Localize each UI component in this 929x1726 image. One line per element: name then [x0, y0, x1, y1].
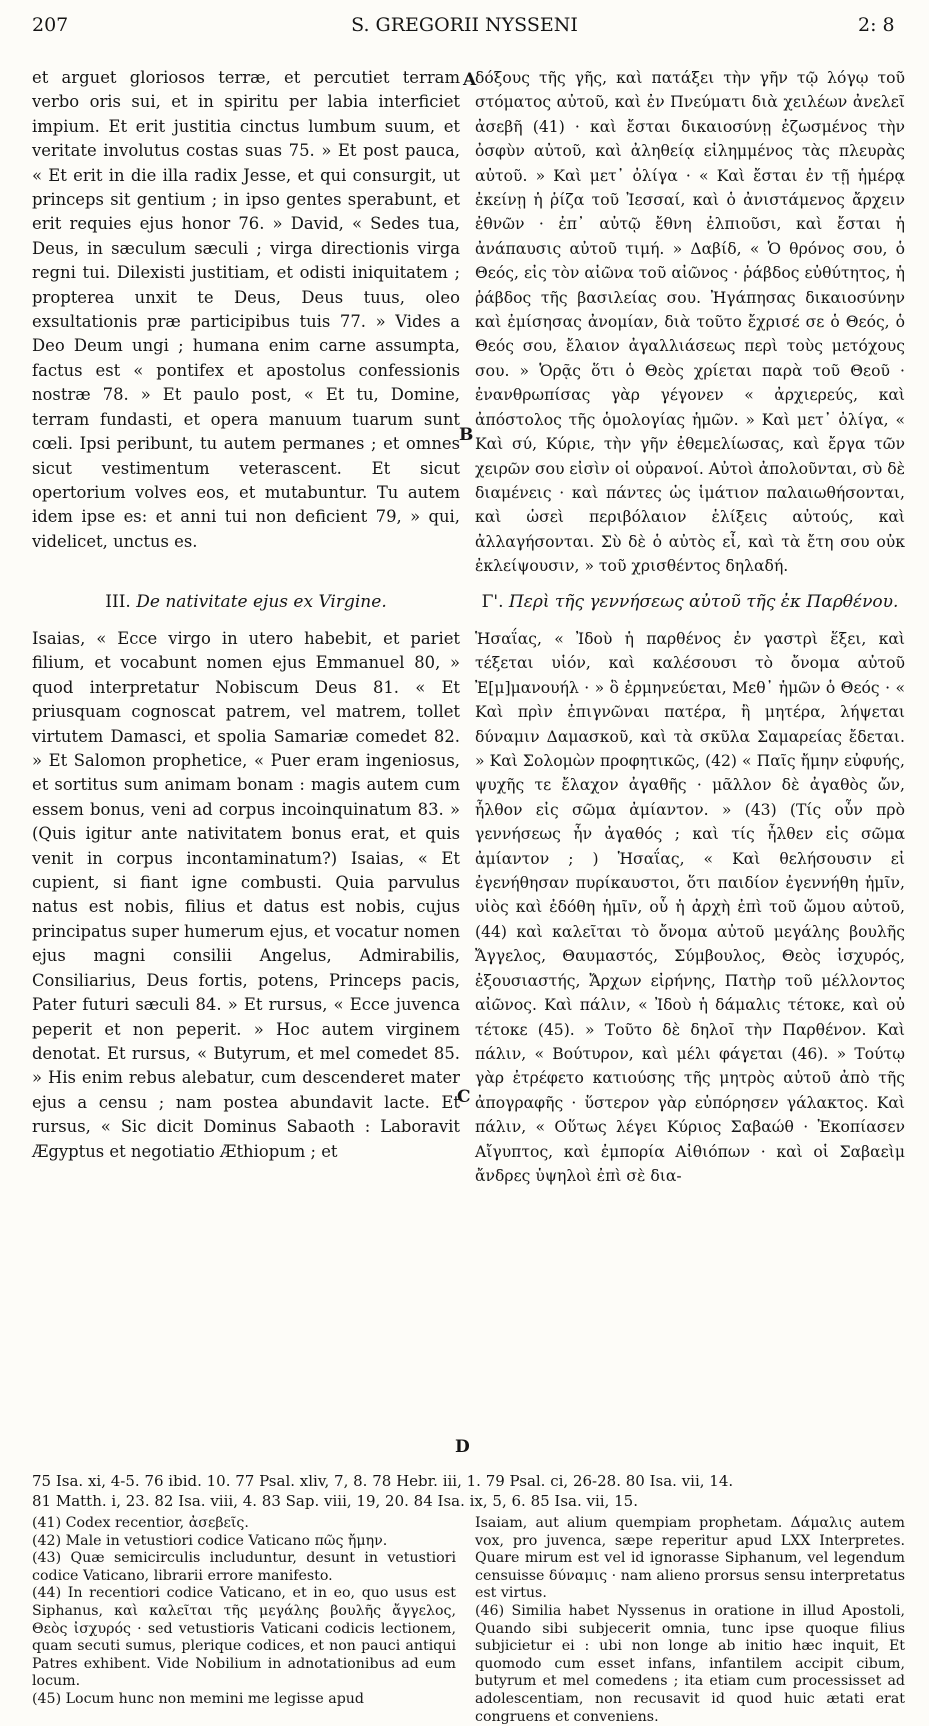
scripture-references — [32, 1471, 912, 1511]
greek-paragraph: δόξους τῆς γῆς, καὶ πατάξει τὴν γῆν τῷ λόγῳ τοῦ στόματος αὐτοῦ, καὶ ἐν Πνεύματι διὰ χειλέων ἀνελεῖ ἀσεβῆ (41) · καὶ ἔσται δικαιοσύνῃ ἐζωσμένος τὴν ὀσφὺν αὐτοῦ, καὶ ἀληθείᾳ εἰλημμένος τὰς πλευρὰς αὐτοῦ. » Καὶ μετ᾽ ὀλίγα · « Καὶ ἔσται ἐν τῇ ἡμέρᾳ ἐκείνῃ ἡ ῥίζα τοῦ Ἰεσσαί, καὶ ὁ ἀνιστάμενος ἄρχειν ἐθνῶν · ἐπ᾽ αὐτῷ ἔθνη ἐλπιοῦσι, καὶ ἔσται ἡ ἀνάπαυσις αὐτοῦ τιμή. » Δαβίδ, « Ὁ θρόνος σου, ὁ Θεός, εἰς τὸν αἰῶνα τοῦ αἰῶνος · ῥάβδος εὐθύτητος, ἡ ῥάβδος τῆς βασιλείας σου. Ἠγάπησας δικαιοσύνην καὶ ἐμίσησας ἀνομίαν, διὰ τοῦτο ἔχρισέ σε ὁ Θεός, ὁ Θεός σου, ἔλαιον ἀγαλλιάσεως περὶ τοὺς μετόχους σου. » Ὁρᾷς ὅτι ὁ Θεὸς χρίεται παρὰ τοῦ Θεοῦ · ἐνανθρωπίσας γὰρ γέγονεν « ἀρχιερεύς, καὶ ἀπόστολος τῆς ὁμολογίας ἡμῶν. » Καὶ μετ᾽ ὀλίγα, « Καὶ σύ, Κύριε, τὴν γῆν ἐθεμελίωσας, καὶ ἔργα τῶν χειρῶν σου εἰσὶν οἱ οὐρανοί. Αὐτοὶ ἀπολοῦνται, σὺ δὲ διαμένεις · καὶ πάντες ὡς ἱμάτιον παλαιωθήσονται, καὶ ὡσεὶ περιβόλαιον ἑλίξεις αὐτούς, καὶ ἀλλαγήσονται. Σὺ δὲ ὁ αὐτὸς εἶ, καὶ τὰ ἔτη σου οὐκ ἐκλείψουσιν, » τοῦ χρισθέντος δηλαδή. — [475, 69, 905, 576]
latin-section-title: De nativitate ejus ex Virgine. — [136, 592, 387, 612]
footnote: (42) Male in vetustiori codice Vaticano πῶς ἤμην. — [32, 1532, 388, 1549]
left-page-number: 207 — [32, 14, 69, 36]
footnote: (46) Similia habet Nyssenus in oratione in illud Apostoli, Quando sibi subjecerit omnia, tunc ipse quoque filius subjicietur ei : ubi non longe ab initio hæc inquit, Et quomodo cum esset infans, infantilem accipit cibum, butyrum et mel comedens ; ita etiam cum processisset ad adolescentiam, non recusavit id quod huic ætati erat congruens et conveniens. — [475, 1602, 905, 1725]
margin-letter-c: C — [457, 1087, 471, 1107]
footnotes-left — [32, 1515, 456, 1709]
margin-letter-d: D — [455, 1437, 470, 1457]
latin-column-top — [32, 66, 460, 551]
greek-column-top — [475, 66, 905, 576]
reference-line: 81 Matth. i, 23. 82 Isa. viii, 4. 83 Sap. viii, 19, 20. 84 Isa. ix, 5, 6. 85 Isa. vii, 15. — [32, 1492, 638, 1510]
latin-column-bottom — [32, 627, 460, 1467]
right-page-number: 2: 8 — [858, 14, 895, 36]
running-title: S. GREGORII NYSSENI — [351, 14, 578, 36]
greek-column-bottom — [475, 627, 905, 1467]
footnote: (41) Codex recentior, ἀσεβεῖς. — [32, 1515, 249, 1531]
margin-letter-b: B — [459, 425, 474, 445]
footnote: (43) Quæ semicirculis includuntur, desunt in vetustiori codice Vaticano, librarii errore manifesto. — [32, 1550, 456, 1584]
latin-section-heading — [32, 592, 460, 612]
footnote: (44) In recentiori codice Vaticano, et in eo, quo usus est Siphanus, καὶ καλεῖται τῆς μεγάλης βουλῆς ἄγγελος, Θεὸς ἰσχυρός · sed vetustioris Vaticani codicis lectionem, quam secuti sumus, plerique codices, et non pauci antiqui Patres exhibent. Vide Nobilium in adnotationibus ad eum locum. — [32, 1585, 456, 1690]
latin-paragraph: et arguet gloriosos terræ, et percutiet terram verbo oris sui, et in spiritu per labia interficiet impium. Et erit justitia cinctus lumbum suum, et veritate involutus costas suas 75. » Et post pauca, « Et erit in die illa radix Jesse, et qui consurgit, ut princeps sit gentium ; in ipso gentes sperabunt, et erit requies ejus honor 76. » David, « Sedes tua, Deus, in sæculum sæculi ; virga directionis virga regni tui. Dilexisti justitiam, et odisti iniquitatem ; propterea unxit te Deus, Deus tuus, oleo exsultationis præ participibus tuis 77. » Vides a Deo Deum ungi ; humana enim carne assumpta, factus est « pontifex et apostolus confessionis nostræ 78. » Et paulo post, « Et tu, Domine, terram fundasti, et opera manuum tuarum sunt cœli. Ipsi peribunt, tu autem permanes ; et omnes sicut vestimentum veterascent. Et sicut opertorium volves eos, et mutabuntur. Tu autem idem ipse es: et anni tui non deficient 79, » qui, videlicet, unctus es. — [32, 68, 460, 551]
greek-section-number: Γ'. — [481, 592, 504, 612]
reference-line: 75 Isa. xi, 4-5. 76 ibid. 10. 77 Psal. xliv, 7, 8. 78 Hebr. iii, 1. 79 Psal. ci, 26-28. 80 Isa. vii, 14. — [32, 1472, 734, 1490]
greek-section-heading — [475, 592, 905, 612]
footnote: (45) Locum hunc non memini me legisse apud — [32, 1690, 364, 1707]
greek-section-title: Περὶ τῆς γεννήσεως αὐτοῦ τῆς ἐκ Παρθένου. — [508, 592, 899, 612]
margin-letter-a: A — [463, 70, 477, 90]
latin-section-number: III. — [105, 592, 131, 612]
greek-paragraph: Ἡσαΐας, « Ἰδοὺ ἡ παρθένος ἐν γαστρὶ ἕξει, καὶ τέξεται υἱόν, καὶ καλέσουσι τὸ ὄνομα αὐτοῦ Ἐ[μ]μανουήλ · » ὃ ἑρμηνεύεται, Μεθ᾽ ἡμῶν ὁ Θεός · « Καὶ πρὶν ἐπιγνῶναι πατέρα, ἢ μητέρα, λήψεται δύναμιν Δαμασκοῦ, καὶ τὰ σκῦλα Σαμαρείας ἔδεται. » Καὶ Σολομὼν προφητικῶς, (42) « Παῖς ἤμην εὐφυής, ψυχῆς τε ἔλαχον ἀγαθῆς · μᾶλλον δὲ ἀγαθὸς ὤν, ἦλθον εἰς σῶμα ἀμίαντον. » (43) (Τίς οὖν πρὸ γεννήσεως ἦν ἀγαθός ; καὶ τίς ἦλθεν εἰς σῶμα ἀμίαντον ; ) Ἡσαΐας, « Καὶ θελήσουσιν εἰ ἐγενήθησαν πυρίκαυστοι, ὅτι παιδίον ἐγεννήθη ἡμῖν, υἱὸς καὶ ἐδόθη ἡμῖν, οὗ ἡ ἀρχὴ ἐπὶ τοῦ ὤμου αὐτοῦ, (44) καὶ καλεῖται τὸ ὄνομα αὐτοῦ μεγάλης βουλῆς Ἄγγελος, Θαυμαστός, Σύμβουλος, Θεὸς ἰσχυρός, ἐξουσιαστής, Ἄρχων εἰρήνης, Πατὴρ τοῦ μέλλοντος αἰῶνος. Καὶ πάλιν, « Ἰδοὺ ἡ δάμαλις τέτοκε, καὶ οὐ τέτοκε (45). » Τοῦτο δὲ δηλοῖ τὴν Παρθένον. Καὶ πάλιν, « Βούτυρον, καὶ μέλι φάγεται (46). » Τούτῳ γὰρ ἐτρέφετο κατιούσης τῆς μητρὸς αὐτοῦ ἀπὸ τῆς ἀπογραφῆς · ὕστερον γὰρ εὐπόρησεν γάλακτος. Καὶ πάλιν, « Οὕτως λέγει Κύριος Σαβαώθ · Ἐκοπίασεν Αἴγυπτος, καὶ ἐμπορία Αἰθιόπων · καὶ οἱ Σαβαεὶμ ἄνδρες ὑψηλοὶ ἐπὶ σὲ δια- — [475, 630, 905, 1185]
footnotes-right — [475, 1515, 905, 1726]
latin-paragraph: Isaias, « Ecce virgo in utero habebit, et pariet filium, et vocabunt nomen ejus Emmanuel 80, » quod interpretatur Nobiscum Deus 81. « Et priusquam cognoscat patrem, vel matrem, tollet virtutem Damasci, et spolia Samariæ comedet 82. » Et Salomon prophetice, « Puer eram ingeniosus, et sortitus sum animam bonam : magis autem cum essem bonus, veni ad corpus incoinquinatum 83. » (Quis igitur ante nativitatem bonus erat, et quis venit in corpus incontaminatum?) Isaias, « Et cupient, si fiant igne combusti. Quia parvulus natus est nobis, filius et datus est nobis, cujus principatus super humerum ejus, et vocatur nomen ejus magni consilii Angelus, Admirabilis, Consiliarius, Deus fortis, potens, Princeps pacis, Pater futuri sæculi 84. » Et rursus, « Ecce juvenca peperit et non peperit. » Hoc autem virginem denotat. Et rursus, « Butyrum, et mel comedet 85. » His enim rebus alebatur, cum descenderet mater ejus a censu ; nam postea abundavit lacte. Et rursus, « Sic dicit Dominus Sabaoth : Laboravit Ægyptus et negotiatio Æthiopum ; et — [32, 629, 460, 1161]
footnote: Isaiam, aut alium quempiam prophetam. Δάμαλις autem vox, pro juvenca, sæpe reperitur apud LXX Interpretes. Quare mirum est vel id ignorasse Siphanum, vel legendum censuisse δύναμις · nam alieno prorsus sensu interpretatus est virtus. — [475, 1515, 905, 1602]
